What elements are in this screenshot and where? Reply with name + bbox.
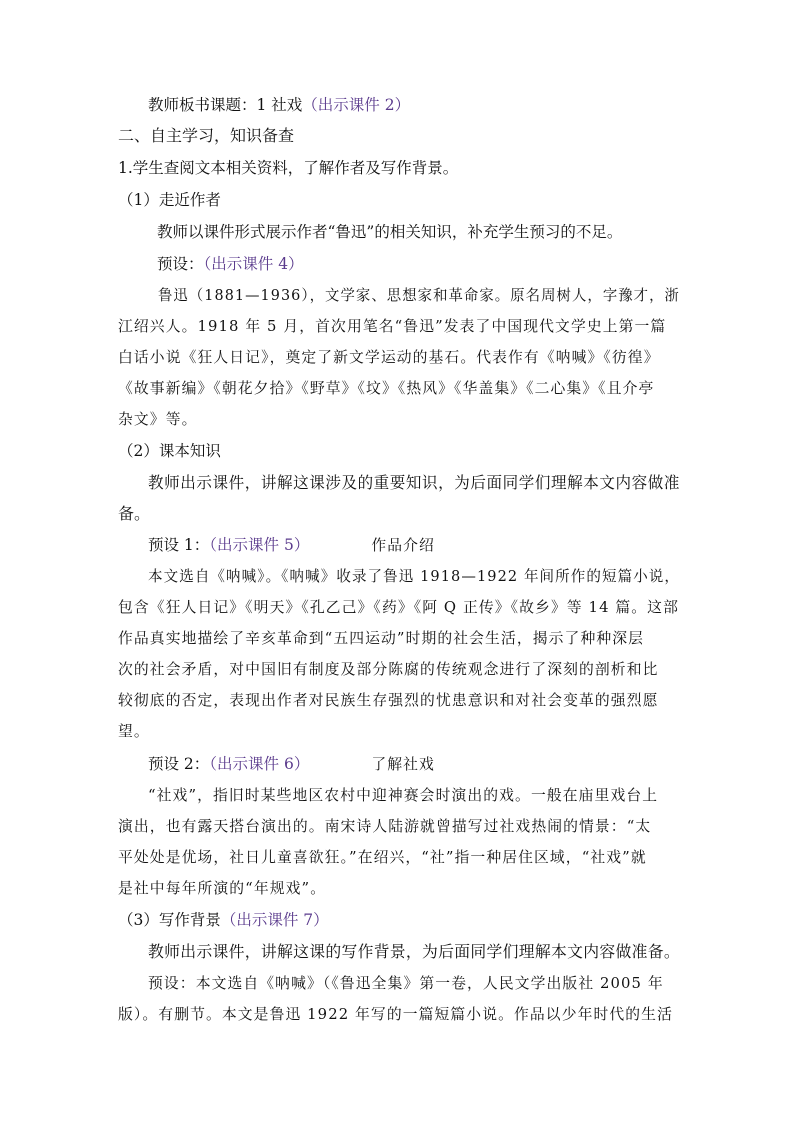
work-para-line: 作品真实地描绘了辛亥革命到“五四运动”时期的社会生活，揭示了种种深层 xyxy=(118,630,645,647)
subsection-2-heading: （2）课本知识 xyxy=(118,442,221,460)
teacher-note-2-cont: 备。 xyxy=(118,504,151,523)
author-para-line: 《故事新编》《朝花夕拾》《野草》《坟》《热风》《华盖集》《二心集》《且介亭 xyxy=(118,380,655,397)
work-para-line: 本文选自《呐喊》。《呐喊》收录了鲁迅 1918—1922 年间所作的短篇小说， xyxy=(148,568,681,585)
topic-label: 作品介绍 xyxy=(371,537,435,554)
shexi-para-line: 平处处是优场，社日儿童喜欲狂。”在绍兴，“社”指一种居住区域，“社戏”就 xyxy=(118,849,647,866)
subsection-3-title: （3）写作背景 xyxy=(118,911,221,929)
subsection-3-heading xyxy=(118,910,329,930)
section-heading: 二、自主学习，知识备查 xyxy=(118,126,295,145)
courseware-ref: （出示课件 4） xyxy=(203,255,304,273)
author-para-line: 江绍兴人。1918 年 5 月，首次用笔名“鲁迅”发表了中国现代文学史上第一篇 xyxy=(118,318,667,335)
preset-line-3 xyxy=(148,754,435,774)
lesson-title-text: 教师板书课题：1 社戏 xyxy=(148,96,303,114)
courseware-ref: （出示课件 2） xyxy=(302,96,411,114)
preset-label: 预设： xyxy=(157,255,204,273)
author-para-line: 白话小说《狂人日记》，奠定了新文学运动的基石。代表作有《呐喊》《彷徨》 xyxy=(118,349,660,366)
bg-para-line: 版）。有删节。本文是鲁迅 1922 年写的一篇短篇小说。作品以少年时代的生活 xyxy=(118,1006,673,1023)
work-para-line: 望。 xyxy=(118,723,150,740)
teacher-note-3: 教师出示课件，讲解这课的写作背景，为后面同学们理解本文内容做准备。 xyxy=(148,942,680,961)
courseware-ref: （出示课件 5） xyxy=(209,536,310,554)
shexi-para-line: “社戏”，指旧时某些地区农村中迎神赛会时演出的戏。一般在庙里戏台上 xyxy=(148,787,659,804)
author-para-line: 杂文》等。 xyxy=(118,411,198,428)
subsection-1-heading: （1）走近作者 xyxy=(118,191,221,209)
preset-label: 预设 2： xyxy=(148,755,210,773)
shexi-para-line: 是社中每年所演的“年规戏”。 xyxy=(118,880,327,897)
work-para-line: 包含《狂人日记》《明天》《孔乙己》《药》《阿 Q 正传》《故乡》等 14 篇。这部 xyxy=(118,599,679,616)
preset-line-1 xyxy=(157,254,304,274)
author-para-line: 鲁迅（1881—1936），文学家、思想家和革命家。原名周树人，字豫才，浙 xyxy=(158,287,680,304)
work-para-line: 次的社会矛盾，对中国旧有制度及部分陈腐的传统观念进行了深刻的剖析和比 xyxy=(118,661,659,678)
teacher-note-2: 教师出示课件，讲解这课涉及的重要知识，为后面同学们理解本文内容做准 xyxy=(148,473,680,492)
step-1-line: 1.学生查阅文本相关资料，了解作者及写作背景。 xyxy=(118,159,459,177)
courseware-ref: （出示课件 6） xyxy=(209,755,310,773)
work-para-line: 较彻底的否定，表现出作者对民族生存强烈的忧患意识和对社会变革的强烈愿 xyxy=(118,692,659,709)
lesson-title-line xyxy=(148,95,410,115)
bg-para-line: 预设：本文选自《呐喊》（《鲁迅全集》第一卷，人民文学出版社 2005 年 xyxy=(148,975,664,992)
preset-line-2 xyxy=(148,535,435,555)
preset-label: 预设 1： xyxy=(148,536,210,554)
teacher-note-1: 教师以课件形式展示作者“鲁迅”的相关知识，补充学生预习的不足。 xyxy=(157,223,623,241)
shexi-para-line: 演出，也有露天搭台演出的。南宋诗人陆游就曾描写过社戏热闹的情景：“太 xyxy=(118,818,652,835)
topic-label: 了解社戏 xyxy=(371,756,435,773)
courseware-ref: （出示课件 7） xyxy=(220,911,329,929)
